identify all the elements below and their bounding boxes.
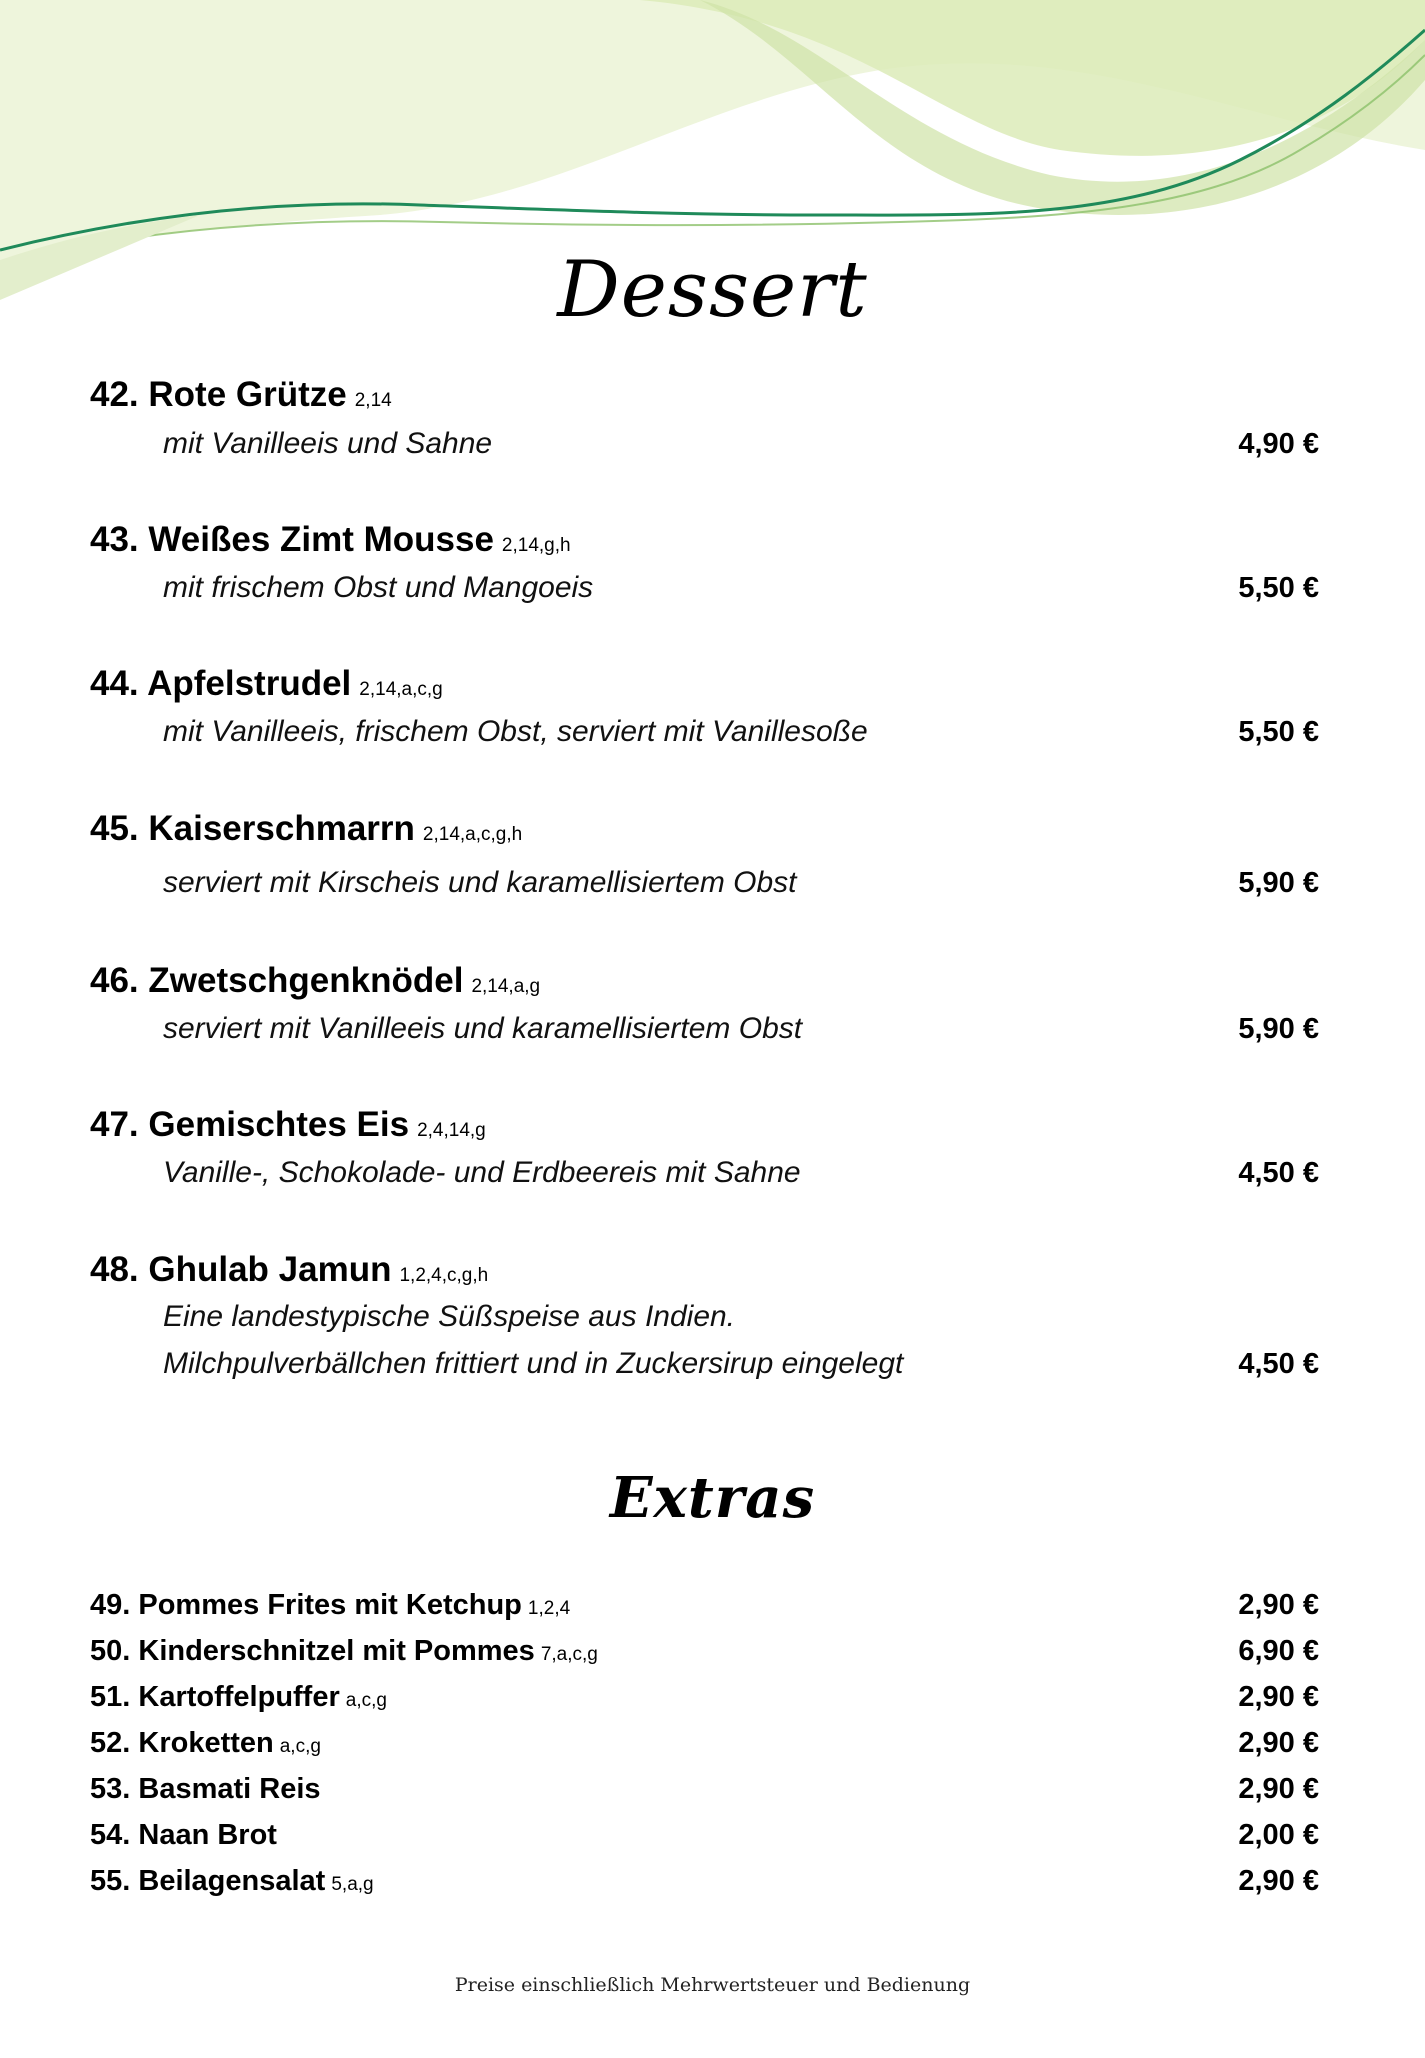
dish-price-45: 5,90 € (1238, 867, 1319, 899)
extra-row-51 (90, 1681, 1319, 1721)
section-title-dessert: Dessert (557, 245, 868, 335)
extra-name-53: 53. Basmati Reis (90, 1773, 321, 1805)
section-title-extras: Extras (609, 1465, 816, 1531)
extra-row-52 (90, 1727, 1319, 1767)
extra-name-49: 49. Pommes Frites mit Ketchup 1,2,4 (90, 1589, 571, 1621)
extra-price-53: 2,90 € (1238, 1773, 1319, 1805)
dish-name-45: 45. Kaiserschmarrn 2,14,a,c,g,h (90, 809, 523, 848)
extra-row-54 (90, 1819, 1319, 1859)
dish-name-43: 43. Weißes Zimt Mousse 2,14,g,h (90, 520, 571, 559)
extra-row-49 (90, 1589, 1319, 1629)
extra-price-55: 2,90 € (1238, 1865, 1319, 1897)
dish-name-42: 42. Rote Grütze 2,14 (90, 375, 392, 414)
dish-price-44: 5,50 € (1238, 716, 1319, 748)
dish-price-46: 5,90 € (1238, 1013, 1319, 1045)
extra-name-50: 50. Kinderschnitzel mit Pommes 7,a,c,g (90, 1635, 598, 1667)
extra-row-50 (90, 1635, 1319, 1675)
dish-desc-46: serviert mit Vanilleeis und karamellisiertem Obst (163, 1012, 803, 1045)
dish-name-48: 48. Ghulab Jamun 1,2,4,c,g,h (90, 1250, 489, 1289)
dish-price-48: 4,50 € (1238, 1348, 1319, 1380)
extra-row-53 (90, 1773, 1319, 1813)
extra-row-55 (90, 1865, 1319, 1905)
dish-name-44: 44. Apfelstrudel 2,14,a,c,g (90, 664, 443, 703)
dish-desc-48-line2: Milchpulverbällchen frittiert und in Zuckersirup eingelegt (163, 1347, 904, 1380)
dish-desc-45: serviert mit Kirscheis und karamellisiertem Obst (163, 866, 797, 899)
dish-desc-48-line1: Eine landestypische Süßspeise aus Indien. (163, 1300, 736, 1333)
footer-note: Preise einschließlich Mehrwertsteuer und Bedienung (454, 1974, 971, 1996)
extra-price-54: 2,00 € (1238, 1819, 1319, 1851)
dish-price-43: 5,50 € (1238, 572, 1319, 604)
extra-price-51: 2,90 € (1238, 1681, 1319, 1713)
extra-name-52: 52. Kroketten a,c,g (90, 1727, 321, 1759)
extra-name-51: 51. Kartoffelpuffer a,c,g (90, 1681, 387, 1713)
extra-price-52: 2,90 € (1238, 1727, 1319, 1759)
dish-desc-42: mit Vanilleeis und Sahne (163, 427, 493, 460)
dish-price-42: 4,90 € (1238, 428, 1319, 460)
dish-price-47: 4,50 € (1238, 1157, 1319, 1189)
dish-name-47: 47. Gemischtes Eis 2,4,14,g (90, 1105, 486, 1144)
extra-price-49: 2,90 € (1238, 1589, 1319, 1621)
dish-desc-44: mit Vanilleeis, frischem Obst, serviert mit Vanillesoße (163, 715, 868, 748)
dish-name-46: 46. Zwetschgenknödel 2,14,a,g (90, 961, 541, 1000)
dish-desc-47: Vanille-, Schokolade- und Erdbeereis mit Sahne (163, 1156, 801, 1189)
extra-name-54: 54. Naan Brot (90, 1819, 277, 1851)
extra-price-50: 6,90 € (1238, 1635, 1319, 1667)
extra-name-55: 55. Beilagensalat 5,a,g (90, 1865, 374, 1897)
dish-desc-43: mit frischem Obst und Mangoeis (163, 571, 594, 604)
